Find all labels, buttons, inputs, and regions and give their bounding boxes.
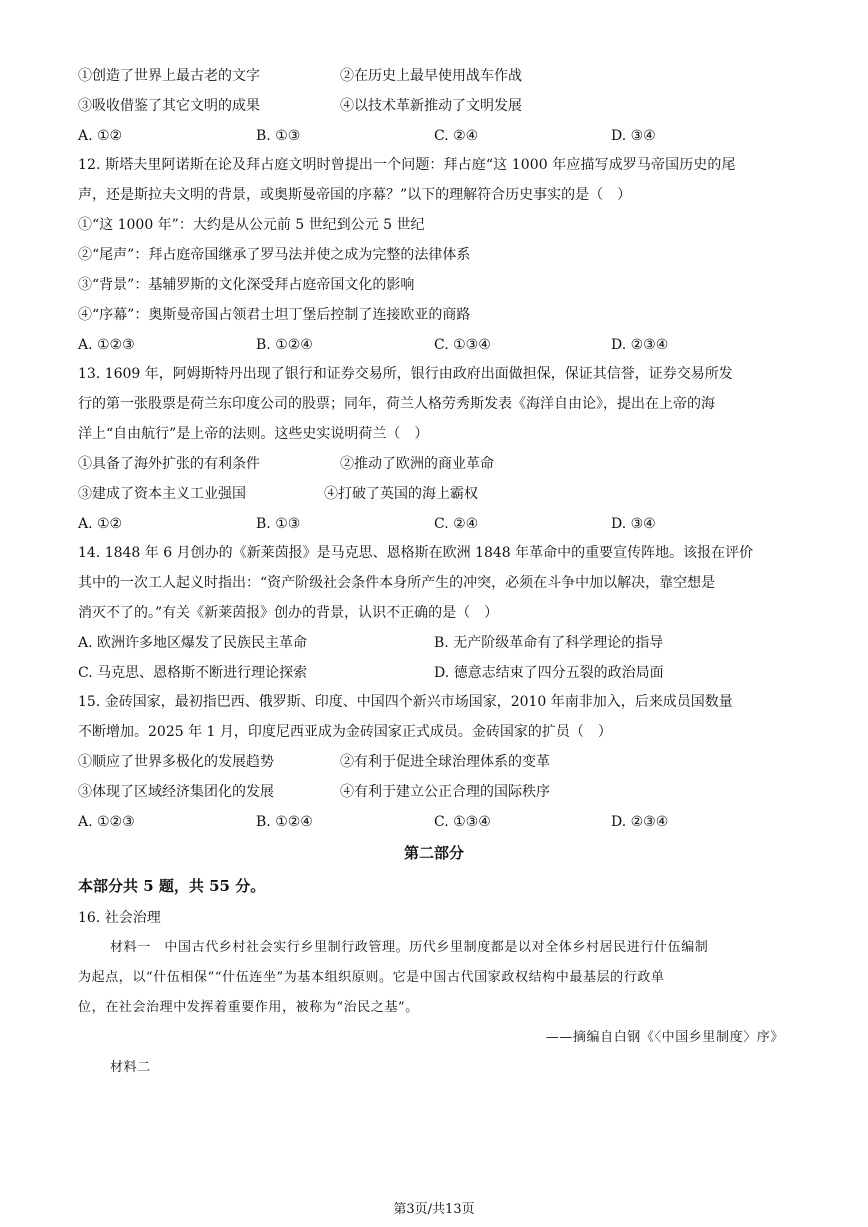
q12-choice-a: A. ①②③ [78, 337, 135, 353]
q13-stem-line-3: 洋上“自由航行”是上帝的法则。这些史实说明荷兰（ ） [78, 426, 429, 442]
q14-choice-d: D. 德意志结束了四分五裂的政治局面 [434, 665, 664, 681]
q15-stem-line-1: 15. 金砖国家，最初指巴西、俄罗斯、印度、中国四个新兴市场国家，2010 年南非加入，后来成员国数量 [78, 694, 733, 710]
q12-choice-d: D. ②③④ [611, 337, 669, 353]
q11-choice-c: C. ②④ [434, 128, 479, 144]
q13-choice-d: D. ③④ [611, 516, 656, 532]
material-two-label: 材料二 [110, 1060, 151, 1075]
q12-statement-4: ④“序幕”：奥斯曼帝国占领君士坦丁堡后控制了连接欧亚的商路 [78, 307, 471, 323]
q15-choice-c: C. ①③④ [434, 814, 491, 830]
q12-stem-line-2: 声，还是斯拉夫文明的背景，或奥斯曼帝国的序幕？”以下的理解符合历史事实的是（ ） [78, 187, 632, 203]
q13-stem-line-1: 13. 1609 年，阿姆斯特丹出现了银行和证券交易所，银行由政府出面做担保，保证其信誉，证券交易所发 [78, 366, 733, 382]
q13-choice-c: C. ②④ [434, 516, 479, 532]
material-one-line-3: 位，在社会治理中发挥着重要作用，被称为“治民之基”。 [78, 1000, 419, 1015]
material-one-source: ——摘编自白钢《〈中国乡里制度〉序》 [545, 1030, 784, 1045]
q14-choice-b: B. 无产阶级革命有了科学理论的指导 [434, 635, 664, 651]
material-one-line-1: 材料一 中国古代乡村社会实行乡里制行政管理。历代乡里制度都是以对全体乡村居民进行什伍编制 [110, 940, 709, 955]
q15-statement-4: ④有利于建立公正合理的国际秩序 [340, 784, 550, 800]
q15-statement-3: ③体现了区域经济集团化的发展 [78, 784, 274, 800]
q15-stem-line-2: 不断增加。2025 年 1 月，印度尼西亚成为金砖国家正式成员。金砖国家的扩员（ ） [78, 724, 612, 740]
q12-stem-line-1: 12. 斯塔夫里阿诺斯在论及拜占庭文明时曾提出一个问题：拜占庭“这 1000 年应描写成罗马帝国历史的尾 [78, 157, 736, 173]
q15-statement-1: ①顺应了世界多极化的发展趋势 [78, 754, 274, 770]
q13-choice-a: A. ①② [78, 516, 123, 532]
q12-choice-c: C. ①③④ [434, 337, 491, 353]
part-two-intro: 本部分共 5 题，共 55 分。 [78, 877, 266, 895]
q12-choice-b: B. ①②④ [256, 337, 313, 353]
page-number: 第3页/共13页 [393, 1202, 475, 1217]
q11-choice-d: D. ③④ [611, 128, 656, 144]
q11-statement-4: ④以技术革新推动了文明发展 [340, 98, 522, 114]
q13-stem-line-2: 行的第一张股票是荷兰东印度公司的股票；同年，荷兰人格劳秀斯发表《海洋自由论》，提出在上帝的海 [78, 396, 715, 412]
q13-statement-4: ④打破了英国的海上霸权 [324, 486, 478, 502]
q12-statement-2: ②“尾声”：拜占庭帝国继承了罗马法并使之成为完整的法律体系 [78, 247, 471, 263]
q14-stem-line-3: 消灭不了的。”有关《新莱茵报》创办的背景，认识不正确的是（ ） [78, 605, 499, 621]
q15-choice-d: D. ②③④ [611, 814, 669, 830]
q16-title: 16. 社会治理 [78, 910, 161, 926]
q12-statement-3: ③“背景”：基辅罗斯的文化深受拜占庭帝国文化的影响 [78, 277, 415, 293]
q14-choice-a: A. 欧洲许多地区爆发了民族民主革命 [78, 635, 308, 651]
q11-statement-1: ①创造了世界上最古老的文字 [78, 68, 260, 84]
q14-stem-line-1: 14. 1848 年 6 月创办的《新莱茵报》是马克思、恩格斯在欧洲 1848 年革命中的重要宣传阵地。该报在评价 [78, 545, 754, 561]
q11-choice-b: B. ①③ [256, 128, 301, 144]
q15-choice-a: A. ①②③ [78, 814, 135, 830]
q11-statement-3: ③吸收借鉴了其它文明的成果 [78, 98, 260, 114]
q13-statement-2: ②推动了欧洲的商业革命 [340, 456, 494, 472]
q15-statement-2: ②有利于促进全球治理体系的变革 [340, 754, 550, 770]
q11-choice-a: A. ①② [78, 128, 123, 144]
q12-statement-1: ①“这 1000 年”：大约是从公元前 5 世纪到公元 5 世纪 [78, 217, 425, 233]
q14-choice-c: C. 马克思、恩格斯不断进行理论探索 [78, 665, 308, 681]
q13-statement-1: ①具备了海外扩张的有利条件 [78, 456, 260, 472]
q15-choice-b: B. ①②④ [256, 814, 313, 830]
q14-stem-line-2: 其中的一次工人起义时指出：“资产阶级社会条件本身所产生的冲突，必须在斗争中加以解决，靠空想是 [78, 575, 716, 591]
q13-statement-3: ③建成了资本主义工业强国 [78, 486, 246, 502]
q11-statement-2: ②在历史上最早使用战车作战 [340, 68, 522, 84]
material-one-line-2: 为起点，以“什伍相保”“什伍连坐”为基本组织原则。它是中国古代国家政权结构中最基层的行政单 [78, 970, 665, 985]
q13-choice-b: B. ①③ [256, 516, 301, 532]
part-two-heading: 第二部分 [403, 844, 464, 862]
